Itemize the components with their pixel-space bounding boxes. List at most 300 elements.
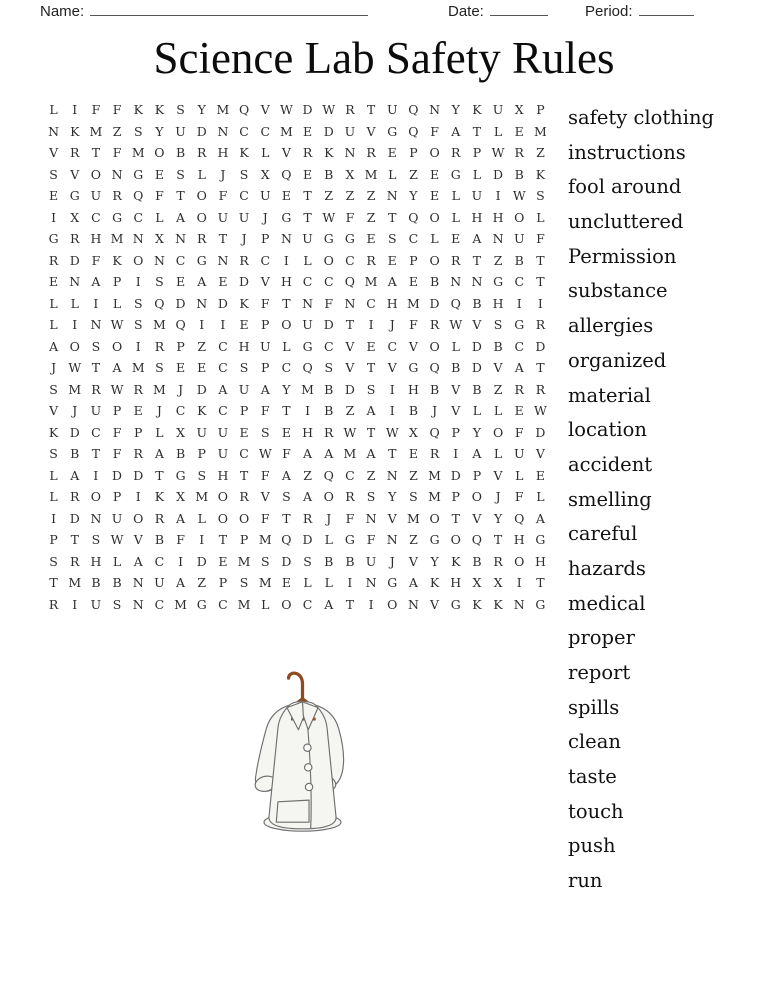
grid-letter-r1c4[interactable]: F bbox=[112, 102, 122, 118]
grid-letter-r10c1[interactable]: L bbox=[49, 295, 58, 311]
grid-letter-r24c13[interactable]: C bbox=[302, 596, 313, 612]
grid-letter-r13c23[interactable]: A bbox=[514, 360, 524, 376]
grid-letter-r9c22[interactable]: G bbox=[493, 274, 504, 290]
grid-letter-r7c9[interactable]: T bbox=[218, 231, 228, 247]
grid-letter-r9c11[interactable]: V bbox=[260, 274, 270, 290]
grid-letter-r19c5[interactable]: I bbox=[135, 489, 141, 505]
grid-letter-r14c21[interactable]: B bbox=[472, 381, 482, 397]
grid-letter-r19c4[interactable]: P bbox=[112, 489, 122, 505]
grid-letter-r8c11[interactable]: C bbox=[260, 252, 271, 268]
grid-letter-r23c15[interactable]: I bbox=[347, 575, 353, 591]
grid-letter-r2c22[interactable]: L bbox=[493, 123, 503, 139]
grid-letter-r20c14[interactable]: J bbox=[326, 510, 332, 526]
grid-letter-r23c3[interactable]: B bbox=[91, 575, 101, 591]
grid-letter-r17c4[interactable]: F bbox=[112, 446, 122, 462]
grid-letter-r13c3[interactable]: T bbox=[91, 360, 101, 376]
grid-letter-r12c20[interactable]: L bbox=[451, 338, 460, 354]
grid-letter-r11c20[interactable]: W bbox=[449, 317, 463, 333]
grid-letter-r17c16[interactable]: A bbox=[366, 446, 376, 462]
grid-letter-r11c7[interactable]: Q bbox=[175, 317, 186, 333]
grid-letter-r1c15[interactable]: R bbox=[345, 102, 355, 118]
grid-letter-r19c18[interactable]: S bbox=[409, 489, 418, 505]
grid-letter-r22c20[interactable]: K bbox=[451, 553, 461, 569]
grid-letter-r13c21[interactable]: D bbox=[471, 360, 482, 376]
grid-letter-r4c4[interactable]: N bbox=[111, 166, 123, 182]
grid-letter-r24c11[interactable]: L bbox=[261, 596, 270, 612]
grid-letter-r4c10[interactable]: S bbox=[239, 166, 249, 182]
grid-letter-r8c21[interactable]: T bbox=[472, 252, 482, 268]
grid-letter-r24c14[interactable]: A bbox=[324, 596, 334, 612]
grid-letter-r8c20[interactable]: R bbox=[451, 252, 461, 268]
grid-letter-r2c6[interactable]: Y bbox=[155, 123, 164, 139]
grid-letter-r6c19[interactable]: O bbox=[429, 209, 440, 225]
grid-letter-r12c7[interactable]: P bbox=[176, 338, 185, 354]
grid-letter-r1c6[interactable]: K bbox=[154, 102, 165, 118]
grid-letter-r1c24[interactable]: P bbox=[536, 102, 545, 118]
grid-letter-r16c2[interactable]: D bbox=[69, 424, 80, 440]
grid-letter-r21c2[interactable]: T bbox=[70, 532, 79, 548]
grid-letter-r1c10[interactable]: Q bbox=[238, 102, 250, 118]
grid-letter-r2c12[interactable]: M bbox=[280, 123, 293, 139]
grid-letter-r15c12[interactable]: T bbox=[282, 403, 291, 419]
grid-letter-r9c19[interactable]: B bbox=[429, 274, 440, 290]
grid-letter-r2c5[interactable]: S bbox=[133, 123, 143, 139]
grid-letter-r1c8[interactable]: Y bbox=[197, 102, 206, 118]
grid-letter-r8c6[interactable]: N bbox=[153, 252, 165, 268]
grid-letter-r20c1[interactable]: I bbox=[51, 510, 57, 526]
grid-letter-r5c17[interactable]: N bbox=[386, 188, 398, 204]
grid-letter-r10c7[interactable]: D bbox=[175, 295, 186, 311]
grid-letter-r10c10[interactable]: K bbox=[239, 295, 249, 311]
grid-letter-r22c10[interactable]: M bbox=[237, 553, 251, 569]
grid-letter-r11c11[interactable]: P bbox=[261, 317, 270, 333]
grid-letter-r11c24[interactable]: R bbox=[535, 317, 546, 333]
grid-letter-r14c2[interactable]: M bbox=[68, 381, 82, 397]
grid-letter-r2c15[interactable]: U bbox=[344, 123, 356, 139]
grid-letter-r11c13[interactable]: U bbox=[302, 317, 313, 333]
grid-letter-r20c22[interactable]: Y bbox=[493, 510, 503, 526]
grid-letter-r18c15[interactable]: C bbox=[345, 467, 355, 483]
grid-letter-r6c11[interactable]: J bbox=[262, 209, 268, 225]
grid-letter-r12c3[interactable]: S bbox=[91, 338, 101, 354]
grid-letter-r17c15[interactable]: M bbox=[343, 446, 357, 462]
grid-letter-r20c11[interactable]: F bbox=[260, 510, 270, 526]
grid-letter-r22c23[interactable]: O bbox=[514, 553, 525, 569]
grid-letter-r11c15[interactable]: T bbox=[345, 317, 355, 333]
grid-letter-r4c6[interactable]: E bbox=[154, 166, 164, 182]
grid-letter-r1c18[interactable]: Q bbox=[408, 102, 419, 118]
grid-letter-r16c3[interactable]: C bbox=[91, 424, 101, 440]
grid-letter-r14c19[interactable]: B bbox=[429, 381, 440, 397]
grid-letter-r21c1[interactable]: P bbox=[49, 532, 58, 548]
grid-letter-r3c10[interactable]: K bbox=[239, 145, 249, 161]
grid-letter-r14c11[interactable]: A bbox=[260, 381, 270, 397]
grid-letter-r15c4[interactable]: P bbox=[112, 403, 122, 419]
grid-letter-r23c23[interactable]: I bbox=[516, 575, 522, 591]
grid-letter-r24c12[interactable]: O bbox=[281, 596, 292, 612]
grid-letter-r2c2[interactable]: K bbox=[70, 123, 80, 139]
grid-letter-r20c9[interactable]: O bbox=[217, 510, 229, 526]
grid-letter-r23c11[interactable]: M bbox=[258, 575, 272, 591]
grid-letter-r5c9[interactable]: F bbox=[218, 188, 228, 204]
grid-letter-r6c13[interactable]: T bbox=[303, 209, 312, 225]
grid-letter-r24c9[interactable]: C bbox=[218, 596, 228, 612]
grid-letter-r10c2[interactable]: L bbox=[70, 295, 79, 311]
grid-letter-r22c18[interactable]: V bbox=[408, 553, 418, 569]
grid-letter-r16c21[interactable]: Y bbox=[472, 424, 482, 440]
grid-letter-r22c2[interactable]: R bbox=[70, 553, 80, 569]
grid-letter-r15c5[interactable]: E bbox=[133, 403, 143, 419]
grid-letter-r9c5[interactable]: I bbox=[135, 274, 141, 290]
grid-letter-r17c22[interactable]: L bbox=[493, 446, 503, 462]
grid-letter-r21c12[interactable]: Q bbox=[281, 532, 292, 548]
grid-letter-r23c17[interactable]: G bbox=[387, 575, 398, 591]
grid-letter-r2c19[interactable]: F bbox=[430, 123, 439, 139]
grid-letter-r6c22[interactable]: H bbox=[492, 209, 504, 225]
grid-letter-r18c2[interactable]: A bbox=[70, 467, 80, 483]
grid-letter-r3c12[interactable]: V bbox=[281, 145, 291, 161]
grid-letter-r2c11[interactable]: C bbox=[260, 123, 271, 139]
grid-letter-r6c9[interactable]: U bbox=[217, 209, 229, 225]
grid-letter-r1c23[interactable]: X bbox=[514, 102, 524, 118]
grid-letter-r20c16[interactable]: N bbox=[365, 510, 377, 526]
grid-letter-r3c20[interactable]: R bbox=[451, 145, 461, 161]
grid-letter-r3c9[interactable]: H bbox=[217, 145, 229, 161]
grid-letter-r18c18[interactable]: Z bbox=[409, 467, 418, 483]
grid-letter-r10c14[interactable]: F bbox=[324, 295, 334, 311]
grid-letter-r7c3[interactable]: H bbox=[90, 231, 102, 247]
grid-letter-r17c12[interactable]: F bbox=[282, 446, 291, 462]
grid-letter-r8c16[interactable]: R bbox=[366, 252, 376, 268]
grid-letter-r16c24[interactable]: D bbox=[535, 424, 546, 440]
grid-letter-r21c23[interactable]: H bbox=[513, 532, 525, 548]
grid-letter-r19c11[interactable]: V bbox=[260, 489, 270, 505]
grid-letter-r8c17[interactable]: E bbox=[387, 252, 397, 268]
grid-letter-r14c12[interactable]: Y bbox=[282, 381, 291, 397]
grid-letter-r17c24[interactable]: V bbox=[535, 446, 545, 462]
grid-letter-r22c17[interactable]: J bbox=[389, 553, 395, 569]
grid-letter-r16c15[interactable]: W bbox=[343, 424, 357, 440]
grid-letter-r1c19[interactable]: N bbox=[429, 102, 441, 118]
grid-letter-r5c13[interactable]: T bbox=[303, 188, 312, 204]
grid-letter-r13c14[interactable]: S bbox=[324, 360, 334, 376]
grid-letter-r15c10[interactable]: P bbox=[239, 403, 249, 419]
grid-letter-r21c10[interactable]: P bbox=[239, 532, 249, 548]
grid-letter-r21c11[interactable]: M bbox=[258, 532, 272, 548]
grid-letter-r5c14[interactable]: Z bbox=[324, 188, 334, 204]
grid-letter-r8c24[interactable]: T bbox=[536, 252, 545, 268]
grid-letter-r23c9[interactable]: P bbox=[218, 575, 228, 591]
grid-letter-r6c16[interactable]: Z bbox=[366, 209, 376, 225]
grid-letter-r9c15[interactable]: Q bbox=[344, 274, 356, 290]
grid-letter-r23c5[interactable]: N bbox=[132, 575, 144, 591]
grid-letter-r16c1[interactable]: K bbox=[48, 424, 59, 440]
grid-letter-r20c23[interactable]: Q bbox=[514, 510, 525, 526]
grid-letter-r19c7[interactable]: X bbox=[176, 489, 186, 505]
grid-letter-r6c4[interactable]: G bbox=[112, 209, 123, 225]
grid-letter-r23c16[interactable]: N bbox=[365, 575, 377, 591]
grid-letter-r22c5[interactable]: A bbox=[133, 553, 143, 569]
grid-letter-r20c19[interactable]: O bbox=[429, 510, 440, 526]
grid-letter-r24c18[interactable]: N bbox=[407, 596, 419, 612]
grid-letter-r12c8[interactable]: Z bbox=[197, 338, 207, 354]
grid-letter-r24c23[interactable]: N bbox=[513, 596, 525, 612]
grid-letter-r16c4[interactable]: F bbox=[112, 424, 122, 440]
grid-letter-r21c3[interactable]: S bbox=[91, 532, 101, 548]
grid-letter-r6c6[interactable]: L bbox=[155, 209, 164, 225]
grid-letter-r12c17[interactable]: C bbox=[387, 338, 398, 354]
grid-letter-r3c1[interactable]: V bbox=[49, 145, 59, 161]
grid-letter-r22c16[interactable]: U bbox=[365, 553, 377, 569]
grid-letter-r20c6[interactable]: R bbox=[154, 510, 165, 526]
grid-letter-r2c18[interactable]: Q bbox=[408, 123, 419, 139]
grid-letter-r4c23[interactable]: B bbox=[514, 166, 524, 182]
grid-letter-r24c5[interactable]: N bbox=[132, 596, 144, 612]
grid-letter-r22c4[interactable]: L bbox=[112, 553, 122, 569]
grid-letter-r20c5[interactable]: O bbox=[133, 510, 144, 526]
grid-letter-r17c9[interactable]: U bbox=[217, 446, 229, 462]
grid-letter-r9c17[interactable]: A bbox=[387, 274, 397, 290]
grid-letter-r16c7[interactable]: X bbox=[176, 424, 186, 440]
grid-letter-r1c3[interactable]: F bbox=[91, 102, 101, 118]
grid-letter-r13c11[interactable]: P bbox=[261, 360, 270, 376]
grid-letter-r11c2[interactable]: I bbox=[72, 317, 78, 333]
grid-letter-r12c2[interactable]: O bbox=[69, 338, 80, 354]
grid-letter-r7c23[interactable]: U bbox=[513, 231, 525, 247]
grid-letter-r6c10[interactable]: U bbox=[238, 209, 250, 225]
grid-letter-r4c3[interactable]: O bbox=[90, 166, 102, 182]
grid-letter-r7c1[interactable]: G bbox=[48, 231, 59, 247]
grid-letter-r3c19[interactable]: O bbox=[429, 145, 440, 161]
grid-letter-r17c1[interactable]: S bbox=[49, 446, 58, 462]
grid-letter-r17c3[interactable]: T bbox=[91, 446, 101, 462]
grid-letter-r1c12[interactable]: W bbox=[279, 102, 293, 118]
grid-letter-r9c4[interactable]: P bbox=[112, 274, 122, 290]
grid-letter-r5c12[interactable]: E bbox=[281, 188, 291, 204]
grid-letter-r1c17[interactable]: U bbox=[386, 102, 398, 118]
grid-letter-r3c23[interactable]: R bbox=[514, 145, 524, 161]
grid-letter-r10c3[interactable]: I bbox=[93, 295, 99, 311]
grid-letter-r4c17[interactable]: L bbox=[388, 166, 397, 182]
grid-letter-r6c20[interactable]: L bbox=[451, 209, 460, 225]
grid-letter-r21c21[interactable]: Q bbox=[471, 532, 483, 548]
grid-letter-r23c8[interactable]: Z bbox=[197, 575, 207, 591]
grid-letter-r7c17[interactable]: S bbox=[387, 231, 397, 247]
grid-letter-r17c2[interactable]: B bbox=[70, 446, 80, 462]
grid-letter-r23c13[interactable]: L bbox=[303, 575, 312, 591]
grid-letter-r15c16[interactable]: A bbox=[366, 403, 376, 419]
grid-letter-r3c24[interactable]: Z bbox=[536, 145, 545, 161]
grid-letter-r12c24[interactable]: D bbox=[535, 338, 546, 354]
grid-letter-r24c22[interactable]: K bbox=[493, 596, 503, 612]
grid-letter-r7c6[interactable]: X bbox=[154, 231, 164, 247]
grid-letter-r1c7[interactable]: S bbox=[176, 102, 185, 118]
grid-letter-r20c13[interactable]: R bbox=[302, 510, 313, 526]
grid-letter-r15c15[interactable]: Z bbox=[345, 403, 355, 419]
grid-letter-r8c8[interactable]: G bbox=[196, 252, 207, 268]
grid-letter-r17c23[interactable]: U bbox=[513, 446, 525, 462]
grid-letter-r22c14[interactable]: B bbox=[324, 553, 334, 569]
grid-letter-r9c13[interactable]: C bbox=[302, 274, 313, 290]
grid-letter-r9c24[interactable]: T bbox=[536, 274, 545, 290]
grid-letter-r12c1[interactable]: A bbox=[49, 338, 59, 354]
grid-letter-r18c12[interactable]: A bbox=[281, 467, 291, 483]
grid-letter-r17c19[interactable]: R bbox=[429, 446, 440, 462]
grid-letter-r4c20[interactable]: G bbox=[450, 166, 461, 182]
grid-letter-r10c6[interactable]: Q bbox=[154, 295, 165, 311]
grid-letter-r10c24[interactable]: I bbox=[537, 295, 543, 311]
grid-letter-r15c18[interactable]: B bbox=[408, 403, 418, 419]
grid-letter-r15c17[interactable]: I bbox=[389, 403, 395, 419]
grid-letter-r24c19[interactable]: V bbox=[430, 596, 440, 612]
grid-letter-r24c1[interactable]: R bbox=[48, 596, 59, 612]
grid-letter-r2c1[interactable]: N bbox=[48, 123, 60, 139]
grid-letter-r18c13[interactable]: Z bbox=[303, 467, 312, 483]
grid-letter-r2c14[interactable]: D bbox=[323, 123, 334, 139]
grid-letter-r15c19[interactable]: J bbox=[432, 403, 438, 419]
grid-letter-r20c20[interactable]: T bbox=[451, 510, 460, 526]
grid-letter-r19c10[interactable]: R bbox=[239, 489, 249, 505]
grid-letter-r4c5[interactable]: G bbox=[133, 166, 144, 182]
grid-letter-r17c18[interactable]: E bbox=[408, 446, 418, 462]
grid-letter-r12c22[interactable]: B bbox=[493, 338, 503, 354]
grid-letter-r10c18[interactable]: M bbox=[407, 295, 420, 311]
grid-letter-r11c18[interactable]: F bbox=[409, 317, 418, 333]
grid-letter-r24c24[interactable]: G bbox=[535, 596, 546, 612]
grid-letter-r23c2[interactable]: M bbox=[68, 575, 82, 591]
grid-letter-r22c6[interactable]: C bbox=[154, 553, 165, 569]
grid-letter-r22c22[interactable]: R bbox=[493, 553, 503, 569]
name-blank-line[interactable] bbox=[90, 2, 368, 16]
grid-letter-r11c12[interactable]: O bbox=[281, 317, 292, 333]
grid-letter-r15c3[interactable]: U bbox=[90, 403, 102, 419]
grid-letter-r21c7[interactable]: F bbox=[176, 532, 185, 548]
grid-letter-r21c20[interactable]: O bbox=[450, 532, 461, 548]
grid-letter-r18c23[interactable]: L bbox=[515, 467, 524, 483]
grid-letter-r20c17[interactable]: V bbox=[387, 510, 397, 526]
grid-letter-r3c5[interactable]: M bbox=[131, 145, 145, 161]
grid-letter-r19c8[interactable]: M bbox=[195, 489, 209, 505]
grid-letter-r8c12[interactable]: I bbox=[283, 252, 289, 268]
grid-letter-r21c8[interactable]: I bbox=[199, 532, 205, 548]
grid-letter-r18c4[interactable]: D bbox=[112, 467, 123, 483]
grid-letter-r10c13[interactable]: N bbox=[302, 295, 314, 311]
grid-letter-r12c11[interactable]: U bbox=[259, 338, 271, 354]
grid-letter-r24c10[interactable]: M bbox=[237, 596, 251, 612]
grid-letter-r4c11[interactable]: X bbox=[260, 166, 270, 182]
grid-letter-r7c24[interactable]: F bbox=[536, 231, 545, 247]
grid-letter-r16c8[interactable]: U bbox=[196, 424, 208, 440]
grid-letter-r15c1[interactable]: V bbox=[49, 403, 59, 419]
grid-letter-r3c2[interactable]: R bbox=[70, 145, 80, 161]
grid-letter-r5c8[interactable]: O bbox=[196, 188, 207, 204]
grid-letter-r10c16[interactable]: C bbox=[366, 295, 376, 311]
grid-letter-r14c18[interactable]: H bbox=[407, 381, 419, 397]
grid-letter-r4c19[interactable]: E bbox=[430, 166, 440, 182]
grid-letter-r3c4[interactable]: F bbox=[112, 145, 122, 161]
grid-letter-r13c8[interactable]: E bbox=[197, 360, 207, 376]
grid-letter-r18c14[interactable]: Q bbox=[323, 467, 334, 483]
grid-letter-r17c10[interactable]: C bbox=[239, 446, 249, 462]
grid-letter-r22c7[interactable]: I bbox=[178, 553, 184, 569]
grid-letter-r17c20[interactable]: I bbox=[453, 446, 459, 462]
grid-letter-r22c1[interactable]: S bbox=[49, 553, 58, 569]
grid-letter-r12c4[interactable]: O bbox=[111, 338, 123, 354]
grid-letter-r14c15[interactable]: D bbox=[344, 381, 355, 397]
grid-letter-r23c10[interactable]: S bbox=[239, 575, 249, 591]
grid-letter-r13c7[interactable]: E bbox=[176, 360, 186, 376]
grid-letter-r4c2[interactable]: V bbox=[70, 166, 80, 182]
grid-letter-r1c16[interactable]: T bbox=[366, 102, 376, 118]
grid-letter-r7c18[interactable]: C bbox=[408, 231, 419, 247]
grid-letter-r1c20[interactable]: Y bbox=[451, 102, 460, 118]
grid-letter-r19c12[interactable]: S bbox=[282, 489, 291, 505]
grid-letter-r22c21[interactable]: B bbox=[472, 553, 482, 569]
grid-letter-r10c20[interactable]: Q bbox=[450, 295, 461, 311]
grid-letter-r13c13[interactable]: Q bbox=[302, 360, 313, 376]
grid-letter-r19c1[interactable]: L bbox=[49, 489, 58, 505]
grid-letter-r13c2[interactable]: W bbox=[68, 360, 82, 376]
grid-letter-r10c12[interactable]: T bbox=[282, 295, 291, 311]
grid-letter-r21c24[interactable]: G bbox=[535, 532, 546, 548]
grid-letter-r24c21[interactable]: K bbox=[472, 596, 482, 612]
grid-letter-r8c4[interactable]: K bbox=[112, 252, 122, 268]
grid-letter-r4c22[interactable]: D bbox=[493, 166, 504, 182]
grid-letter-r13c22[interactable]: V bbox=[493, 360, 503, 376]
grid-letter-r22c19[interactable]: Y bbox=[430, 553, 439, 569]
date-blank-line[interactable] bbox=[490, 2, 548, 16]
grid-letter-r4c15[interactable]: X bbox=[345, 166, 355, 182]
grid-letter-r5c15[interactable]: Z bbox=[345, 188, 355, 204]
grid-letter-r3c13[interactable]: R bbox=[302, 145, 313, 161]
grid-letter-r14c22[interactable]: Z bbox=[493, 381, 503, 397]
grid-letter-r20c3[interactable]: N bbox=[90, 510, 102, 526]
grid-letter-r8c22[interactable]: Z bbox=[493, 252, 503, 268]
grid-letter-r5c23[interactable]: W bbox=[512, 188, 526, 204]
grid-letter-r13c16[interactable]: T bbox=[366, 360, 376, 376]
grid-letter-r8c18[interactable]: P bbox=[409, 252, 418, 268]
grid-letter-r5c7[interactable]: T bbox=[176, 188, 185, 204]
grid-letter-r11c4[interactable]: W bbox=[110, 317, 124, 333]
grid-letter-r21c17[interactable]: N bbox=[386, 532, 398, 548]
grid-letter-r19c17[interactable]: Y bbox=[388, 489, 397, 505]
grid-letter-r9c9[interactable]: E bbox=[218, 274, 228, 290]
grid-letter-r18c21[interactable]: P bbox=[472, 467, 482, 483]
grid-letter-r9c7[interactable]: E bbox=[176, 274, 186, 290]
grid-letter-r3c16[interactable]: R bbox=[366, 145, 376, 161]
grid-letter-r10c4[interactable]: L bbox=[112, 295, 122, 311]
grid-letter-r17c13[interactable]: A bbox=[303, 446, 313, 462]
grid-letter-r5c21[interactable]: U bbox=[471, 188, 483, 204]
grid-letter-r19c6[interactable]: K bbox=[154, 489, 165, 505]
grid-letter-r1c2[interactable]: I bbox=[72, 102, 78, 118]
grid-letter-r8c19[interactable]: O bbox=[429, 252, 440, 268]
grid-letter-r9c12[interactable]: H bbox=[280, 274, 292, 290]
grid-letter-r16c14[interactable]: R bbox=[324, 424, 334, 440]
grid-letter-r4c14[interactable]: B bbox=[324, 166, 334, 182]
grid-letter-r18c3[interactable]: I bbox=[93, 467, 99, 483]
grid-letter-r11c9[interactable]: I bbox=[220, 317, 226, 333]
grid-letter-r4c12[interactable]: Q bbox=[281, 166, 292, 182]
grid-letter-r22c11[interactable]: S bbox=[260, 553, 270, 569]
grid-letter-r14c14[interactable]: B bbox=[324, 381, 334, 397]
grid-letter-r6c2[interactable]: X bbox=[70, 209, 80, 225]
grid-letter-r7c14[interactable]: G bbox=[323, 231, 334, 247]
grid-letter-r7c7[interactable]: N bbox=[175, 231, 187, 247]
grid-letter-r24c2[interactable]: I bbox=[72, 596, 78, 612]
grid-letter-r11c21[interactable]: V bbox=[472, 317, 482, 333]
grid-letter-r7c11[interactable]: P bbox=[261, 231, 270, 247]
